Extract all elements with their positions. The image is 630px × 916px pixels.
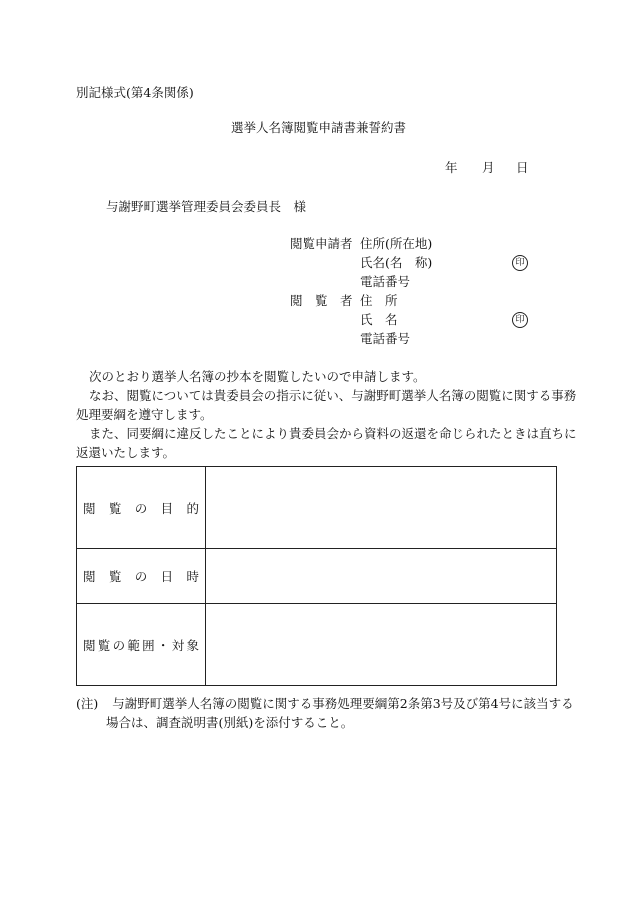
datetime-char: 時 xyxy=(186,569,199,584)
scope-char: 象 xyxy=(186,637,199,653)
purpose-label xyxy=(77,467,206,549)
scope-label xyxy=(77,604,206,686)
applicant-phone-label: 電話番号 xyxy=(360,274,411,289)
addressee: 与謝野町選挙管理委員会委員長 様 xyxy=(106,199,307,214)
scope-char: の xyxy=(112,637,126,653)
datetime-label xyxy=(77,549,206,604)
date-year: 年 xyxy=(445,160,458,175)
scope-char: 囲 xyxy=(142,637,155,653)
datetime-field[interactable] xyxy=(206,549,557,604)
scope-char: 覧 xyxy=(97,637,111,653)
scope-char: ・ xyxy=(156,637,170,653)
table-row-datetime xyxy=(77,549,557,604)
applicant-seal-icon: 印 xyxy=(512,255,528,271)
purpose-char: 覧 xyxy=(108,500,122,516)
date-month: 月 xyxy=(482,160,495,175)
purpose-char: 目 xyxy=(160,500,174,516)
viewer-seal-icon: 印 xyxy=(512,312,528,328)
purpose-char: の xyxy=(134,500,148,516)
purpose-field[interactable] xyxy=(206,467,557,549)
paragraph-3-line-2: 返還いたします。 xyxy=(76,445,176,460)
date-day: 日 xyxy=(516,160,529,175)
purpose-char: 的 xyxy=(186,500,199,516)
datetime-char: 閲 xyxy=(83,569,96,584)
form-label: 別記様式(第4条関係) xyxy=(76,85,194,100)
purpose-char: 閲 xyxy=(83,500,96,516)
paragraph-1: 次のとおり選挙人名簿の抄本を閲覧したいので申請します。 xyxy=(89,369,426,384)
viewer-role: 閲 覧 者 xyxy=(290,293,353,308)
applicant-name-label: 氏名(名 称) xyxy=(360,255,433,270)
paragraph-2-line-2: 処理要綱を遵守します。 xyxy=(76,407,213,422)
scope-char: 範 xyxy=(127,637,140,653)
datetime-char: の xyxy=(134,569,148,584)
viewer-address-label: 住 所 xyxy=(360,293,398,308)
scope-field[interactable] xyxy=(206,604,557,686)
body-text xyxy=(76,367,577,462)
applicant-role: 閲覧申請者 xyxy=(290,236,353,251)
paragraph-2-line-1: なお、閲覧については貴委員会の指示に従い、与謝野町選挙人名簿の閲覧に関する事務 xyxy=(89,388,577,403)
note xyxy=(76,694,574,713)
table-row-purpose xyxy=(77,467,557,549)
viewer-phone-label: 電話番号 xyxy=(360,331,411,346)
datetime-char: 覧 xyxy=(108,569,122,584)
table-row-scope xyxy=(77,604,557,686)
note-line-1: 与謝野町選挙人名簿の閲覧に関する事務処理要綱第2条第3号及び第4号に該当する xyxy=(112,696,574,711)
paragraph-3-line-1: また、同要綱に違反したことにより貴委員会から資料の返還を命じられたときは直ちに xyxy=(89,426,577,441)
applicant-address-label: 住所(所在地) xyxy=(360,236,433,251)
request-table xyxy=(76,466,557,686)
viewer-name-label: 氏 名 xyxy=(360,312,398,327)
note-line-2: 場合は、調査説明書(別紙)を添付すること。 xyxy=(106,715,354,730)
datetime-char: 日 xyxy=(160,569,174,584)
scope-char: 閲 xyxy=(83,637,96,653)
document-title: 選挙人名簿閲覧申請書兼誓約書 xyxy=(231,120,407,135)
scope-char: 対 xyxy=(171,637,185,653)
note-prefix: (注) xyxy=(76,696,99,711)
